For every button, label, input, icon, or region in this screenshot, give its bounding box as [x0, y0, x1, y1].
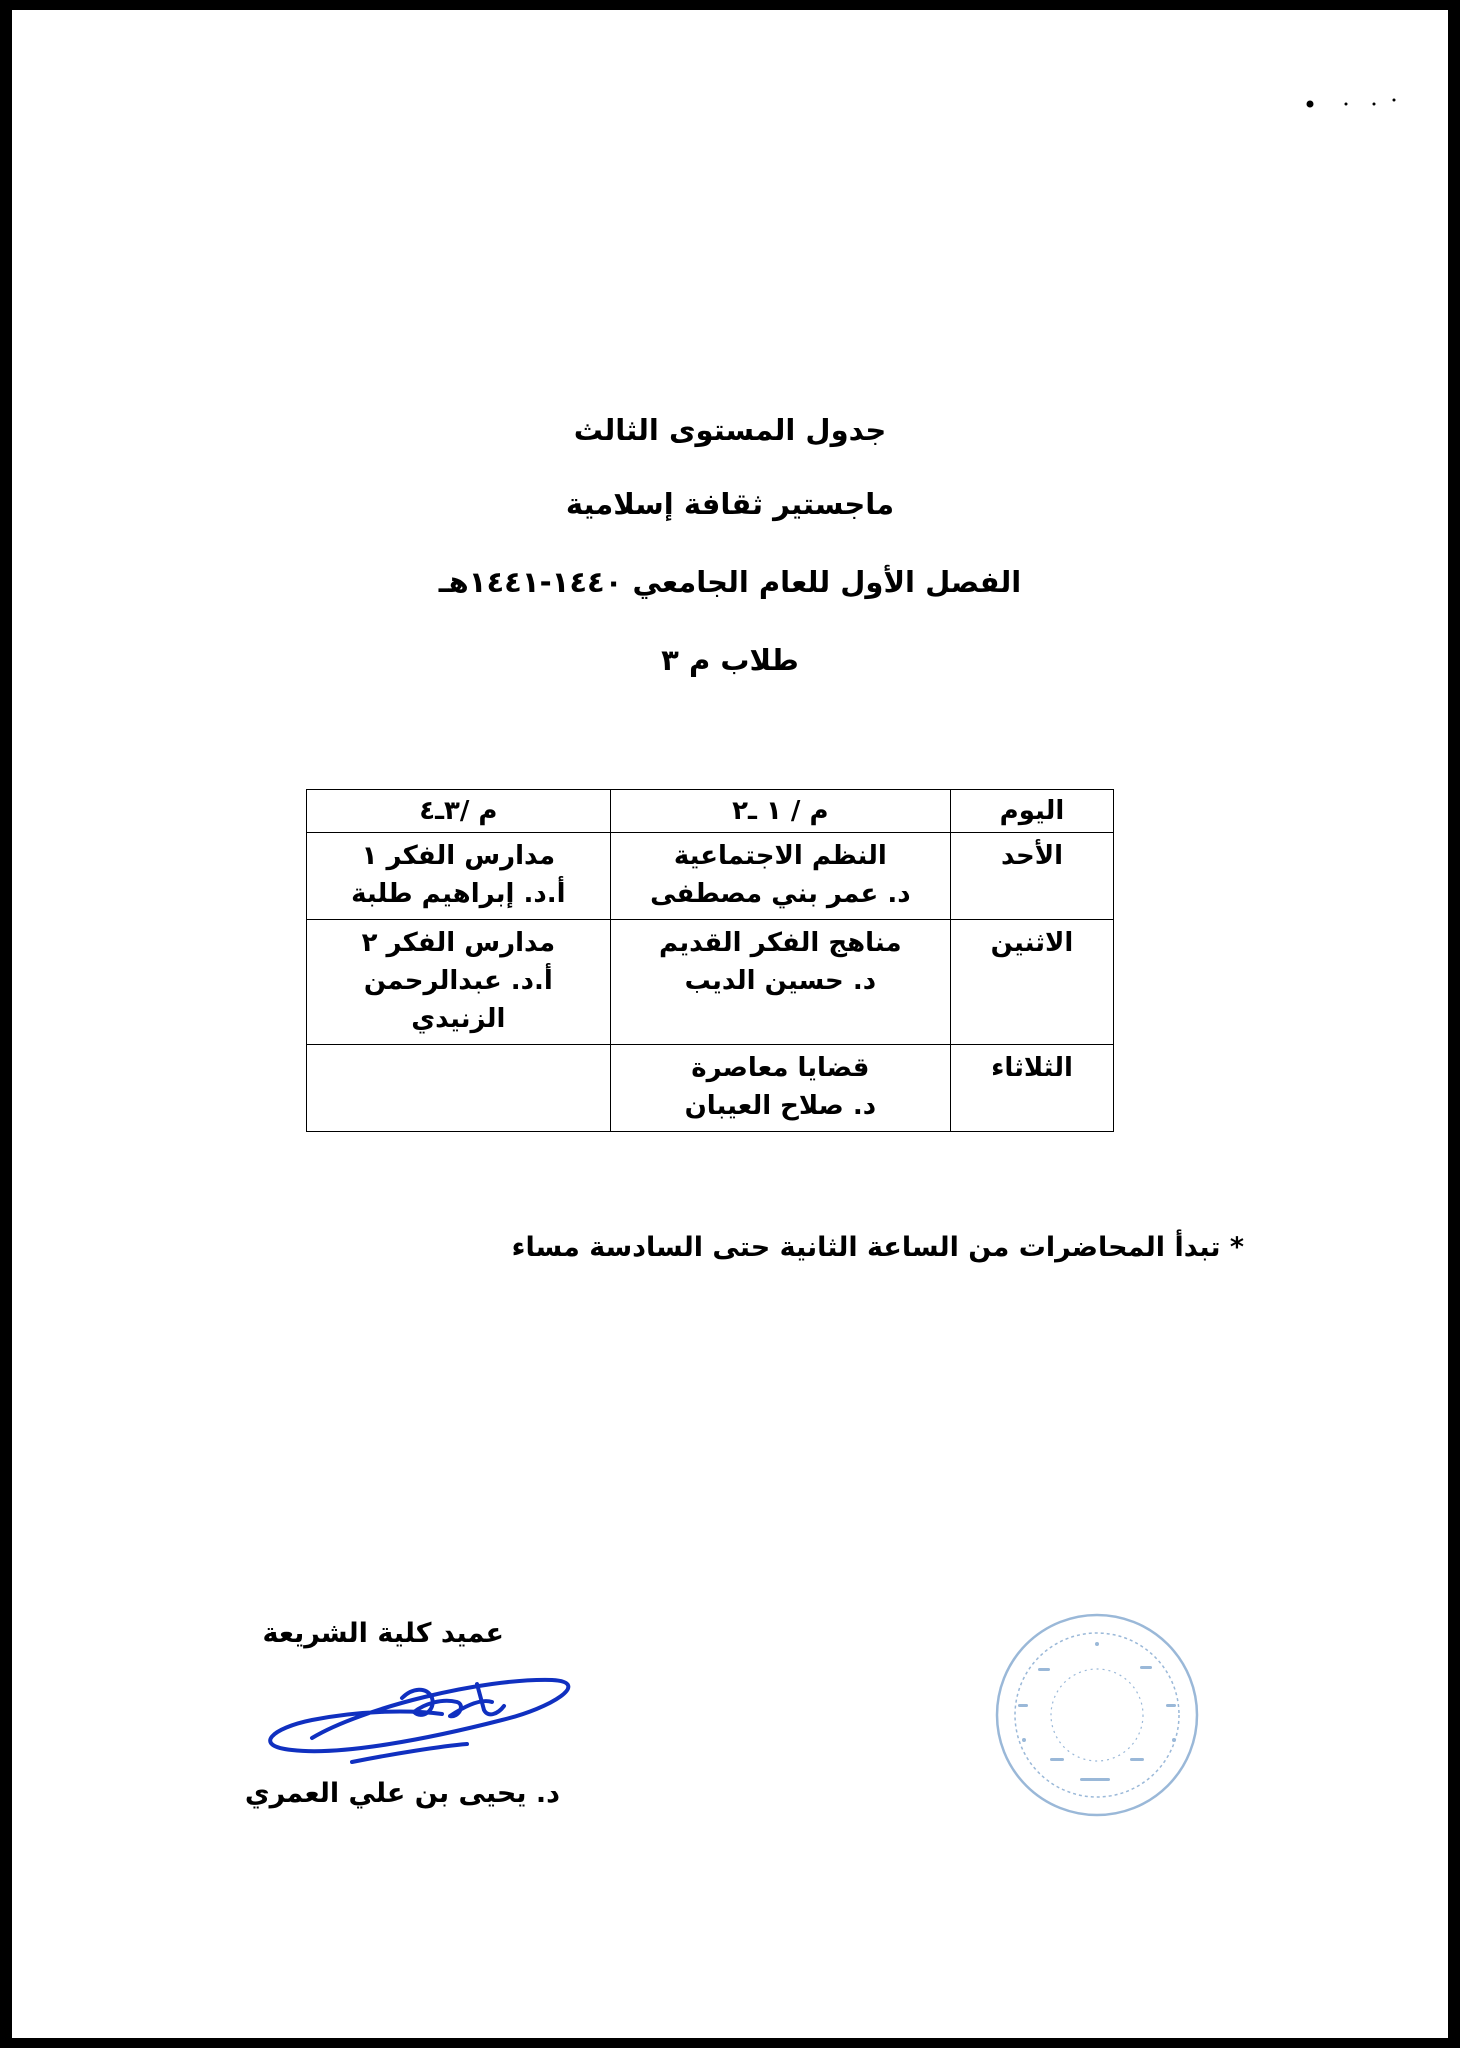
instructor-name: د. عمر بني مصطفى: [650, 879, 911, 909]
table-row: [307, 1045, 1114, 1132]
dean-title: عميد كلية الشريعة: [262, 1618, 504, 1649]
instructor-name: د. حسين الديب: [684, 966, 877, 996]
course-name: مناهج الفكر القديم: [659, 928, 902, 958]
lecture-time-note: * تبدأ المحاضرات من الساعة الثانية حتى السادسة مساء: [511, 1232, 1244, 1263]
instructor-name: أ.د. عبدالرحمن: [363, 966, 553, 996]
period-1-2-cell: [610, 920, 950, 1045]
stamp-icon: [990, 1608, 1204, 1822]
schedule-title: جدول المستوى الثالث: [573, 413, 887, 447]
day-label: الاثنين: [990, 928, 1074, 958]
instructor-name-continued: الزنيدي: [411, 1004, 506, 1034]
document-page: [12, 10, 1448, 2038]
scan-specks: [1302, 96, 1402, 110]
day-cell: [950, 833, 1113, 920]
day-cell: [950, 920, 1113, 1045]
period-3-4-cell: [307, 833, 611, 920]
course-name: مدارس الفكر ١: [361, 841, 556, 871]
table-row: [307, 920, 1114, 1045]
column-header-day: اليوم: [950, 790, 1113, 833]
semester-label: الفصل الأول للعام الجامعي ١٤٤٠-١٤٤١هـ: [438, 565, 1022, 599]
instructor-name: د. صلاح العيبان: [684, 1091, 877, 1121]
student-group: طلاب م ٣: [661, 643, 799, 677]
program-name: ماجستير ثقافة إسلامية: [565, 487, 895, 521]
course-name: النظم الاجتماعية: [673, 841, 887, 871]
course-name: قضايا معاصرة: [691, 1053, 870, 1083]
period-3-4-cell: [307, 920, 611, 1045]
day-label: الأحد: [1000, 841, 1063, 871]
column-header-period-1-2: م / ١ ـ٢: [610, 790, 950, 833]
signature-icon: [252, 1658, 572, 1768]
day-label: الثلاثاء: [991, 1053, 1073, 1083]
day-cell: [950, 1045, 1113, 1132]
table-row: [307, 833, 1114, 920]
period-1-2-cell: [610, 833, 950, 920]
column-header-period-3-4: م /٣ـ٤: [307, 790, 611, 833]
period-1-2-cell: [610, 1045, 950, 1132]
course-name: مدارس الفكر ٢: [361, 928, 556, 958]
table-header-row: [307, 790, 1114, 833]
instructor-name: أ.د. إبراهيم طلبة: [351, 879, 566, 909]
schedule-table: [306, 789, 1114, 1132]
period-3-4-cell-empty: [307, 1045, 611, 1132]
dean-name: د. يحيى بن علي العمري: [244, 1778, 560, 1809]
